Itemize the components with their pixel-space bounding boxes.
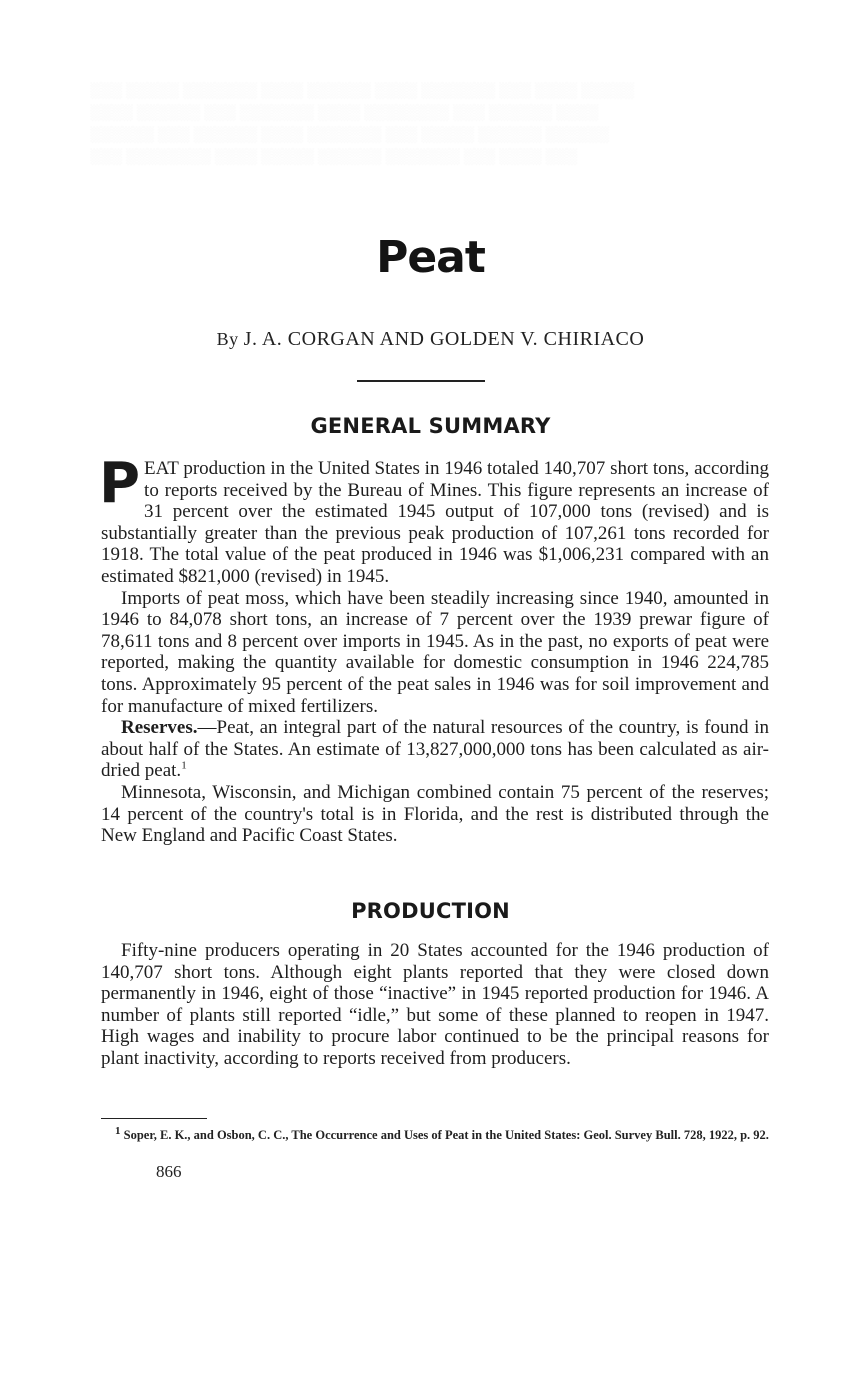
show-through-texture: ░░░ ░░░░░ ░░░░░░░ ░░░░ ░░░░░░ ░░░░ ░░░░░░░ ░░░ ░░░░ ░░░░░ ░░░░ ░░░░░░ ░░░ ░░░░░░░ ░░░░ ░░░░░░░░ ░░░ ░░░░░░ ░░░░ ░░░░░░ ░░░ ░░░░░░ ░░░░ ░░░░░░░ ░░░ ░░░░░ ░░░░░░ ░░░░░░ ░░░ ░░░░░░░░ ░░░░ ░░░░░ ░░░░░░ ░░░░░░░ ░░░ ░░░░ ░░░ xyxy=(90,83,634,165)
summary-paragraph-3 xyxy=(101,717,769,782)
summary-paragraph-1 xyxy=(99,451,769,588)
footnote-text: Soper, E. K., and Osbon, C. C., The Occurrence and Uses of Peat in the United States: Geol. Survey Bull. 728, 1922, p. 92. xyxy=(123,1128,769,1142)
reserves-runin-heading: Reserves. xyxy=(121,717,198,739)
section-heading-general-summary: GENERAL SUMMARY xyxy=(310,414,551,438)
summary-paragraph-1-text: EAT production in the United States in 1946 totaled 140,707 short tons, according to reports received by the Bureau of Mines. This figure represents an increase of 31 percent over the estimated 1945 output of 107,000 tons (revised) and is substantially greater than the previous peak production of 107,261 tons recorded for 1918. The total value of the peat produced in 1946 was $1,006,231 compared with an estimated $821,000 (revised) in 1945. xyxy=(101,458,769,587)
byline-authors: J. A. CORGAN AND GOLDEN V. CHIRIACO xyxy=(243,328,645,350)
footnote xyxy=(101,1124,773,1143)
page-number: 866 xyxy=(156,1162,182,1181)
byline xyxy=(0,328,861,351)
summary-paragraph-2: Imports of peat moss, which have been steadily increasing since 1940, amounted in 1946 to 84,078 short tons, an increase of 7 percent over the 1939 prewar figure of 78,611 tons and 8 percent over imports in 1945. As in the past, no exports of peat were reported, making the quantity available for domestic consumption in 1946 224,785 tons. Approximately 95 percent of the peat sales in 1946 was for soil improvement and for manufacture of mixed fertilizers. xyxy=(101,587,769,717)
section-heading-production: PRODUCTION xyxy=(351,899,510,923)
summary-paragraph-4: Minnesota, Wisconsin, and Michigan combined contain 75 percent of the reserves; 14 percent of the country's total is in Florida, and the rest is distributed through the New England and Pacific Coast States. xyxy=(101,781,769,847)
footnote-marker: 1 xyxy=(115,1124,121,1137)
summary-paragraph-3-text: —Peat, an integral part of the natural resources of the country, is found in about half of the States. An estimate of 13,827,000,000 tons has been calculated as air-dried peat. xyxy=(101,717,769,782)
byline-by: By xyxy=(216,329,239,349)
production-body xyxy=(101,940,769,1070)
general-summary-body xyxy=(99,451,769,847)
footnote-reference[interactable]: 1 xyxy=(181,759,187,772)
page-title: Peat xyxy=(376,232,485,283)
title-rule xyxy=(357,380,485,382)
production-paragraph-1: Fifty-nine producers operating in 20 States accounted for the 1946 production of 140,707 short tons. Although eight plants reported that they were closed down permanently in 1946, eight of those “inactive” in 1945 reported production for 1946. A number of plants still reported “idle,” but some of these planned to reopen in 1947. High wages and inability to procure labor continued to be the principal reasons for plant inactivity, according to reports received from producers. xyxy=(101,940,769,1069)
footnote-rule xyxy=(101,1118,207,1119)
drop-cap: P xyxy=(99,451,141,516)
